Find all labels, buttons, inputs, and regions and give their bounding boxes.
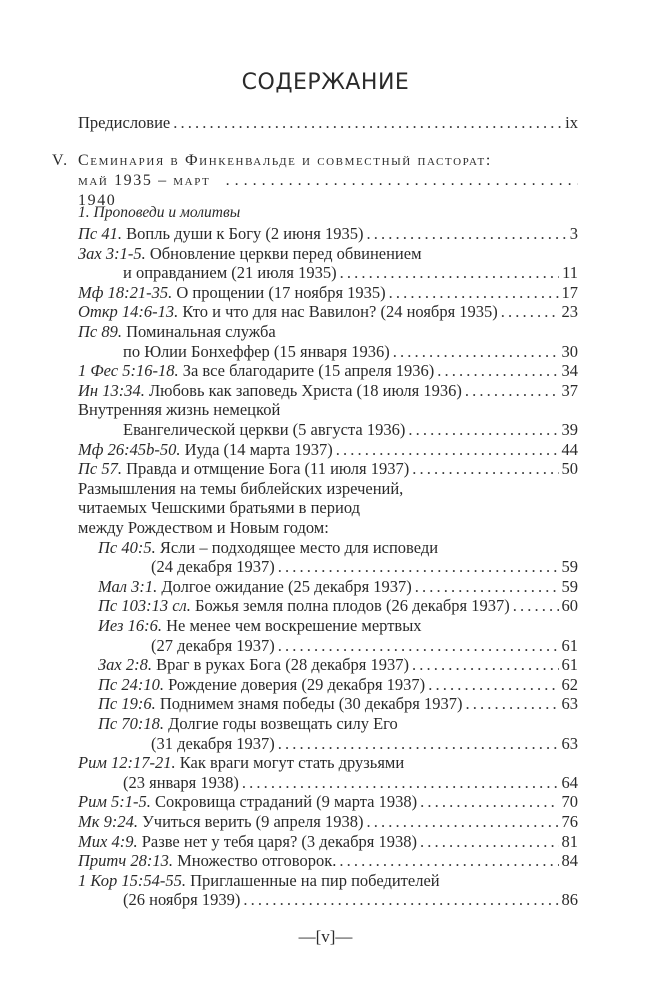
toc-entry xyxy=(78,753,578,773)
toc-entry[interactable] xyxy=(151,636,578,656)
scripture-reference: Притч 28:13. xyxy=(78,851,173,871)
page-number: 59 xyxy=(561,576,578,596)
entry-title xyxy=(78,871,440,891)
entry-title xyxy=(78,400,280,420)
scripture-reference: Рим 5:1-5. xyxy=(78,792,151,812)
toc-entry-preface[interactable] xyxy=(78,113,578,133)
entry-text: Любовь как заповедь Христа (18 июля 1936) xyxy=(144,380,462,400)
toc-entry[interactable] xyxy=(98,596,578,616)
toc-entry[interactable] xyxy=(98,694,578,714)
dot-leader xyxy=(339,851,558,871)
entry-title xyxy=(98,675,425,695)
page-title: СОДЕРЖАНИЕ xyxy=(241,70,410,95)
entry-text: Долгие годы возвещать силу Его xyxy=(163,714,398,733)
toc-entry[interactable] xyxy=(151,734,578,754)
entry-text: Кто и что для нас Вавилон? (24 ноября 1935) xyxy=(178,302,498,322)
toc-entry xyxy=(78,244,578,264)
entry-title xyxy=(151,636,275,656)
entry-title xyxy=(98,694,463,714)
page-number: 34 xyxy=(561,361,578,381)
page-number: 39 xyxy=(561,420,578,439)
entry-text: Иуда (14 марта 1937) xyxy=(180,439,333,459)
page-number: 60 xyxy=(561,596,578,616)
toc-entry[interactable] xyxy=(78,792,578,812)
page-number: 30 xyxy=(561,341,578,361)
entry-text: Враг в руках Бога (28 декабря 1937) xyxy=(152,655,409,675)
entry-title xyxy=(78,459,409,479)
dot-leader xyxy=(420,832,559,852)
entry-text: (24 декабря 1937) xyxy=(151,557,275,577)
toc-entry[interactable] xyxy=(123,342,578,362)
entry-title xyxy=(78,283,386,303)
entry-text: (27 декабря 1937) xyxy=(151,635,275,655)
entry-title xyxy=(78,792,417,812)
entry-text: между Рождеством и Новым годом: xyxy=(78,518,329,537)
entry-text: Приглашенные на пир победителей xyxy=(185,870,440,890)
entry-text: Множество отговорок. xyxy=(172,851,337,871)
entry-title xyxy=(98,577,412,597)
entry-title xyxy=(78,479,403,499)
scripture-reference: Мф 26:45b-50. xyxy=(78,439,181,459)
entry-title xyxy=(151,557,275,577)
dot-leader xyxy=(465,381,559,401)
toc-entry xyxy=(78,400,578,420)
entry-text: Размышления на темы библейских изречений, xyxy=(78,478,404,498)
entry-text: Долгое ожидание (25 декабря 1937) xyxy=(157,576,412,596)
scripture-reference: Мих 4:9. xyxy=(78,831,138,851)
toc-entry xyxy=(78,871,578,891)
scripture-reference: Мал 3:1. xyxy=(98,576,158,596)
entry-title xyxy=(78,302,498,322)
entry-title xyxy=(78,224,363,244)
entry-title xyxy=(78,361,434,381)
page-number: 76 xyxy=(561,812,578,831)
toc-entry[interactable] xyxy=(78,832,578,852)
dot-leader xyxy=(415,577,559,597)
toc-entry[interactable] xyxy=(98,675,578,695)
chapter-title-line1: Семинария в Финкенвальде и совместный пасторат: xyxy=(78,152,492,169)
dot-leader xyxy=(278,557,559,577)
entry-text: Ясли – подходящее место для исповеди xyxy=(155,537,439,557)
dot-leader xyxy=(173,113,562,133)
entry-title xyxy=(98,616,422,636)
scripture-reference: Пс 70:18. xyxy=(98,714,164,733)
entry-title xyxy=(78,851,336,871)
page-number: ix xyxy=(565,113,578,132)
scripture-reference: Пс 57. xyxy=(78,459,122,479)
entry-title xyxy=(78,440,333,460)
dot-leader xyxy=(393,342,559,362)
entry-text: О прощении (17 ноября 1935) xyxy=(172,282,386,302)
chapter-number: V. xyxy=(52,152,69,169)
page-number: 37 xyxy=(561,380,578,400)
scripture-reference: Пс 19:6. xyxy=(98,694,156,714)
toc-entry xyxy=(78,518,578,538)
entry-text: Обновление церкви перед обвинением xyxy=(145,243,422,263)
chapter-title-line2: май 1935 – март 1940 xyxy=(78,172,211,209)
entry-title xyxy=(78,753,404,773)
entry-title xyxy=(78,812,363,832)
page-number-footer: —[v]— xyxy=(298,927,353,946)
toc-entry[interactable] xyxy=(78,851,578,871)
page-number: 44 xyxy=(561,439,578,459)
dot-leader xyxy=(466,694,559,714)
entry-text: и оправданием (21 июля 1935) xyxy=(123,263,337,283)
scripture-reference: Откр 14:6-13. xyxy=(78,302,179,322)
entry-text: Разве нет у тебя царя? (3 декабря 1938) xyxy=(137,831,417,851)
toc-entry xyxy=(98,616,578,636)
dot-leader xyxy=(501,302,559,322)
page-number: 81 xyxy=(561,831,578,851)
page-number: 23 xyxy=(561,302,578,322)
entry-text: Вопль души к Богу (2 июня 1935) xyxy=(122,224,364,243)
entry-title xyxy=(123,420,405,440)
entry-text: Божья земля полна плодов (26 декабря 1937) xyxy=(190,596,510,616)
dot-leader xyxy=(513,596,559,616)
entry-title xyxy=(123,773,239,793)
toc-entry xyxy=(78,498,578,518)
toc-entry[interactable] xyxy=(98,655,578,675)
page-number: 64 xyxy=(561,772,578,792)
page-number: 62 xyxy=(561,674,578,694)
entry-text: Евангелической церкви (5 августа 1936) xyxy=(123,420,406,439)
scripture-reference: 1 Фес 5:16-18. xyxy=(78,361,179,381)
dot-leader xyxy=(412,459,558,479)
dot-leader xyxy=(242,773,559,793)
entry-text: (31 декабря 1937) xyxy=(151,733,275,753)
entry-text: Рождение доверия (29 декабря 1937) xyxy=(163,674,426,694)
entry-title xyxy=(151,734,275,754)
toc-entry[interactable] xyxy=(78,812,578,832)
dot-leader xyxy=(412,655,559,675)
page-number: 84 xyxy=(561,851,578,871)
entry-title xyxy=(98,538,438,558)
entry-title xyxy=(98,596,510,616)
scripture-reference: Мф 18:21-35. xyxy=(78,282,173,302)
entry-title xyxy=(123,890,240,910)
toc-entry[interactable] xyxy=(78,381,578,401)
entry-title xyxy=(98,655,409,675)
scripture-reference: Пс 103:13 сл. xyxy=(98,596,191,616)
toc-entry[interactable] xyxy=(151,557,578,577)
toc-entry[interactable] xyxy=(123,263,578,283)
page-number: 61 xyxy=(561,655,578,675)
dot-leader xyxy=(366,812,558,832)
entry-title xyxy=(78,381,462,401)
scripture-reference: Зах 2:8. xyxy=(98,655,152,675)
dot-leader xyxy=(420,792,558,812)
scripture-reference: Пс 41. xyxy=(78,224,122,243)
toc-entry[interactable] xyxy=(78,459,578,479)
toc-entry xyxy=(98,714,578,734)
page-number: 63 xyxy=(561,694,578,714)
page-number: 70 xyxy=(561,792,578,812)
entry-text: по Юлии Бонхеффер (15 января 1936) xyxy=(123,341,390,361)
dot-leader xyxy=(278,734,559,754)
entry-text: читаемых Чешскими братьями в период xyxy=(78,498,360,518)
page-number: 11 xyxy=(562,263,578,283)
entry-text: (23 января 1938) xyxy=(123,772,239,792)
dot-leader xyxy=(366,224,566,244)
entry-title xyxy=(123,263,337,283)
page-number: 50 xyxy=(561,459,578,479)
toc-entry[interactable] xyxy=(78,440,578,460)
entry-text: Учиться верить (9 апреля 1938) xyxy=(137,812,364,831)
toc-entry[interactable] xyxy=(123,890,578,910)
scripture-reference: Рим 12:17-21. xyxy=(78,753,176,773)
entry-title xyxy=(123,342,390,362)
entry-title xyxy=(78,244,422,264)
entry-title xyxy=(78,322,276,342)
entry-title xyxy=(98,714,398,734)
dot-leader xyxy=(336,440,559,460)
toc-entry[interactable] xyxy=(78,302,578,322)
entry-text: Внутренняя жизнь немецкой xyxy=(78,400,281,420)
scripture-reference: Пс 89. xyxy=(78,322,122,341)
page-number: 17 xyxy=(561,282,578,302)
entry-text: Не менее чем воскрешение мертвых xyxy=(161,616,422,635)
entry-text: За все благодарите (15 апреля 1936) xyxy=(178,361,435,381)
page-number: 3 xyxy=(569,224,578,243)
page-number: 63 xyxy=(561,733,578,753)
entry-text: Правда и отмщение Бога (11 июля 1937) xyxy=(122,459,410,479)
toc-entry[interactable] xyxy=(123,773,578,793)
entry-title xyxy=(78,498,360,518)
dot-leader xyxy=(389,283,559,303)
scripture-reference: Зах 3:1-5. xyxy=(78,243,146,263)
dot-leader xyxy=(437,361,558,381)
toc-entry[interactable] xyxy=(78,283,578,303)
page-number: 61 xyxy=(561,635,578,655)
scripture-reference: 1 Кор 15:54-55. xyxy=(78,870,186,890)
scripture-reference: Ин 13:34. xyxy=(78,380,145,400)
scripture-reference: Пс 40:5. xyxy=(98,537,156,557)
dot-leader xyxy=(428,675,558,695)
entry-title: Предисловие xyxy=(78,113,171,132)
section-heading: 1. Проповеди и молитвы xyxy=(78,204,241,221)
entry-title xyxy=(78,518,329,538)
dot-leader xyxy=(278,636,559,656)
toc-entry[interactable] xyxy=(78,361,578,381)
entry-title xyxy=(78,832,417,852)
toc-entry[interactable] xyxy=(123,420,578,440)
toc-entry xyxy=(98,538,578,558)
page-number: 59 xyxy=(561,557,578,577)
entry-text: Поднимем знамя победы (30 декабря 1937) xyxy=(155,694,463,714)
page-number: 86 xyxy=(561,890,578,910)
scripture-reference: Пс 24:10. xyxy=(98,674,164,694)
entry-text: Сокровища страданий (9 марта 1938) xyxy=(150,792,418,812)
toc-entry[interactable] xyxy=(98,577,578,597)
toc-entry xyxy=(78,479,578,499)
scripture-reference: Мк 9:24. xyxy=(78,812,138,831)
dot-leader xyxy=(243,890,558,910)
chapter-heading[interactable] xyxy=(52,151,578,211)
entry-text: Поминальная служба xyxy=(122,322,276,341)
entry-text: (26 ноября 1939) xyxy=(123,890,241,910)
toc-entry[interactable] xyxy=(78,224,578,244)
dot-leader xyxy=(226,171,578,191)
scripture-reference: Иез 16:6. xyxy=(98,616,162,635)
dot-leader xyxy=(340,263,560,283)
entry-text: Как враги могут стать друзьями xyxy=(175,753,405,773)
toc-entry xyxy=(78,322,578,342)
dot-leader xyxy=(408,420,558,440)
